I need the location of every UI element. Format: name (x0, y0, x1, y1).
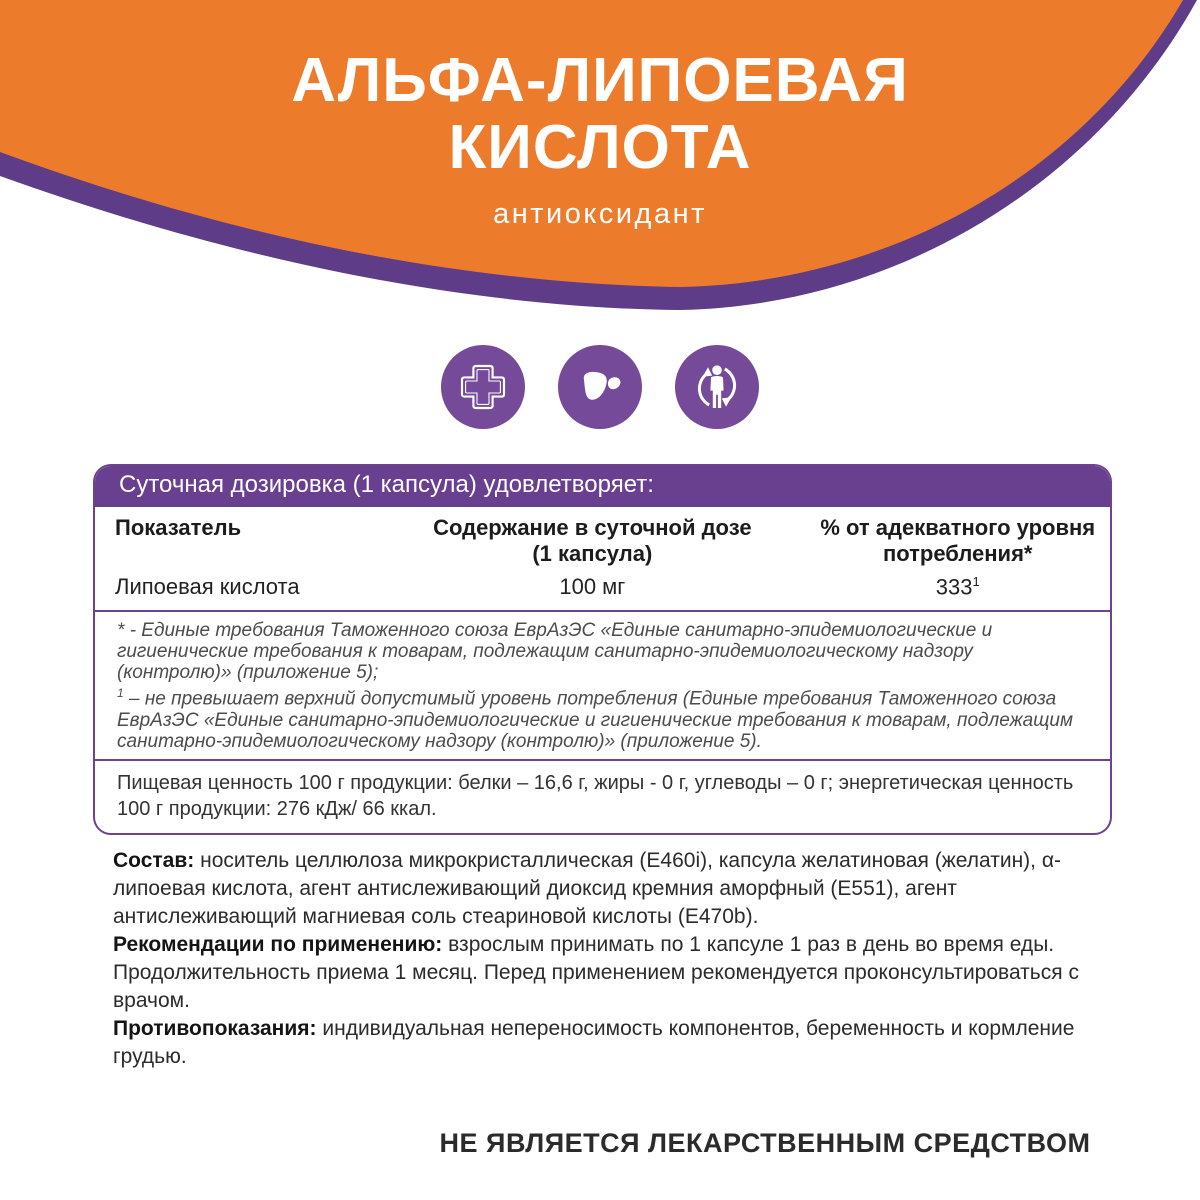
paragraph-composition: Состав: носитель целлюлоза микрокристаллическая (Е460i), капсула желатиновая (желатин), α-липоевая кислота, агент антислеживающий диоксид кремния аморфный (Е551), агент антислеживающий магниевая соль стеариновой кислоты (Е470b). (113, 849, 1061, 928)
row-amount: 100 мг (559, 574, 626, 599)
dosage-table-header: Суточная дозировка (1 капсула) удовлетворяет: (95, 466, 1110, 507)
page-title-line2: КИСЛОТА (448, 112, 752, 182)
page-title (0, 48, 1200, 182)
row-indicator: Липоевая кислота (115, 574, 300, 599)
row-percent: $333^1$ (935, 574, 980, 600)
footnote-asterisk: * - Единые требования Таможенного союза ЕврАзЭС «Единые санитарно-эпидемиологические и гигиенические требования к товарам, подлежащим санитарно-эпидемиологическому надзору (контролю)» (приложение 5); (117, 620, 993, 684)
header-title-block (0, 48, 1200, 231)
footnote-one: $^1$ – не превышает верхний допустимый уровень потребления (Единые требования Таможенного союза ЕврАзЭС «Единые санитарно-эпидемиологические и гигиенические требования к товарам, подлежащим санитарно-эпидемиологическому надзору (контролю)» (приложение 5). (117, 686, 1073, 752)
table-row (95, 569, 1110, 610)
nutrition-facts: Пищевая ценность 100 г продукции: белки – 16,6 г, жиры - 0 г, углеводы – 0 г; энергетическая ценность 100 г продукции: 276 кДж/ 66 ккал. (95, 759, 1110, 833)
paragraph-recommendations: Рекомендации по применению: взрослым принимать по 1 капсуле 1 раз в день во время еды. Продолжительность приема 1 месяц. Перед применением рекомендуется проконсультироваться с врачом. (113, 933, 1079, 1012)
benefit-icons-row (0, 345, 1200, 429)
dosage-table (93, 464, 1112, 835)
table-footnotes (95, 610, 1110, 758)
metabolism-icon (675, 345, 759, 429)
liver-icon (558, 345, 642, 429)
page-title-line1: АЛЬФА-ЛИПОЕВАЯ (291, 46, 909, 115)
info-text-block (113, 847, 1113, 1071)
paragraph-contraindications: Противопоказания: индивидуальная непереносимость компонентов, беременность и кормление грудью. (113, 1017, 1075, 1068)
page-subtitle: антиоксидант (493, 197, 707, 230)
dosage-table-column-headers (95, 507, 1110, 569)
column-header-indicator: Показатель (115, 515, 242, 540)
column-header-percent: % от адекватного уровня потребления* (820, 515, 1096, 566)
medical-cross-icon (441, 345, 525, 429)
not-a-medicine-disclaimer: НЕ ЯВЛЯЕТСЯ ЛЕКАРСТВЕННЫМ СРЕДСТВОМ (439, 1128, 1091, 1158)
column-header-amount: Содержание в суточной дозе (1 капсула) (433, 515, 752, 566)
